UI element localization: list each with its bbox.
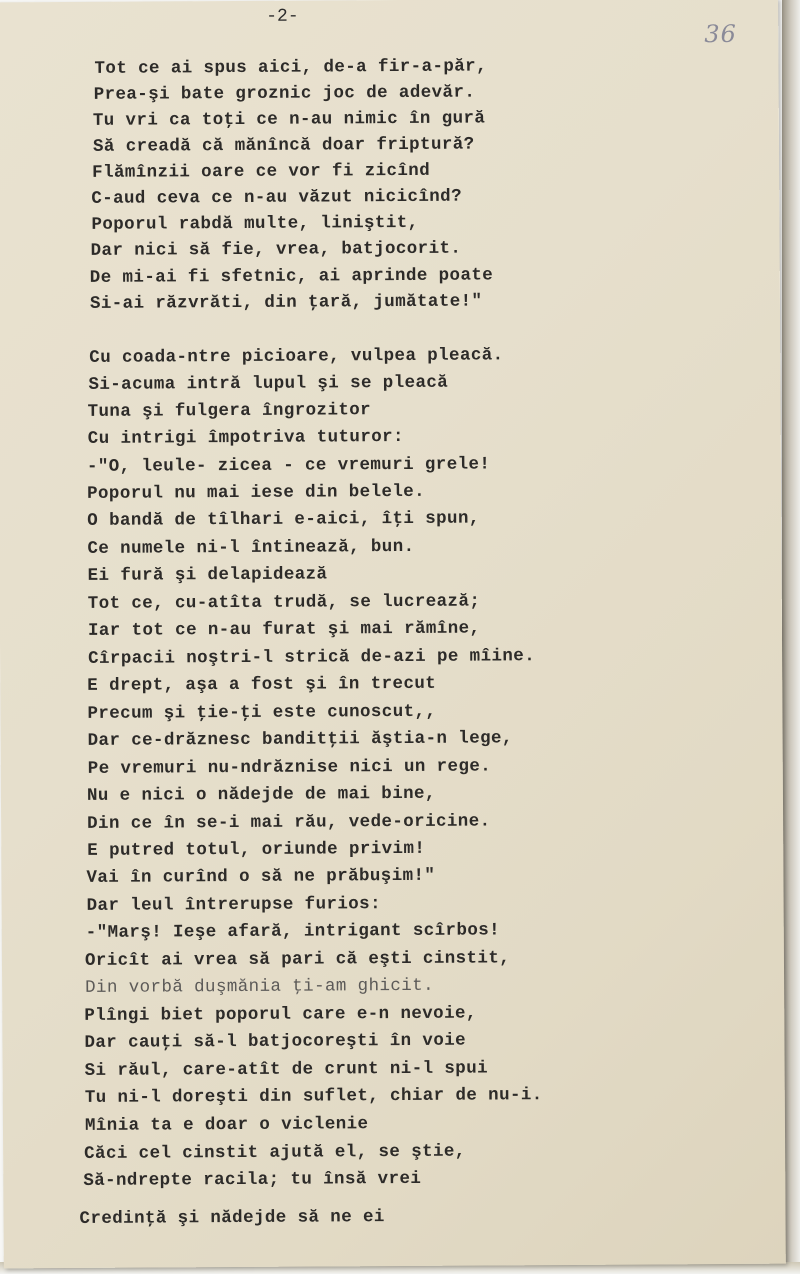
poem-line: Flămînzii oare ce vor fi zicînd [92, 160, 431, 183]
poem-line: Dar leul întrerupse furios: [86, 894, 382, 916]
poem-line: Poporul nu mai iese din belele. [87, 481, 426, 504]
poem-line: E putred totul, oriunde privim! [87, 838, 426, 861]
poem-line: Iar tot ce n-au furat şi mai rămîne, [87, 618, 481, 641]
poem-line: Tu ni-l doreşti din suflet, chiar de nu-i. [84, 1085, 543, 1108]
poem-line: Din ce în se-i mai rău, vede-oricine. [87, 811, 491, 834]
folio-number: 36 [704, 19, 737, 49]
poem-line: Ei fură şi delapidează [87, 564, 328, 586]
poem-line: Tu vri ca toţi ce n-au nimic în gură [92, 108, 486, 131]
poem-line: Si-ai răzvrăti, din ţară, jumătate!" [89, 291, 483, 314]
poem-line: -"Marş! Ieşe afară, intrigant scîrbos! [85, 920, 501, 943]
poem-line: Ce numele ni-l întinează, bun. [87, 536, 415, 559]
page-number: -2- [266, 6, 299, 27]
poem-line: Să-ndrepte racila; tu însă vrei [83, 1168, 422, 1191]
poem-line: Si-acuma intră lupul şi se pleacă [88, 372, 449, 395]
poem-line: Cu intrigi împotriva tuturor: [87, 426, 404, 449]
poem-line: Precum şi ţie-ţi este cunoscut,, [87, 701, 437, 724]
poem-line: Dar ce-drăznesc banditţii ăştia-n lege, [87, 728, 513, 751]
poem-line: Oricît ai vrea să pari că eşti cinstit, [84, 948, 511, 971]
poem-line: Tuna şi fulgera îngrozitor [87, 400, 372, 422]
poem-line: Vai în curînd o să ne prăbuşim!" [86, 865, 436, 888]
poem-line: Tot ce, cu-atîta trudă, se lucrează; [87, 591, 481, 614]
poem-line: Dar nici să fie, vrea, batjocorit. [90, 238, 462, 261]
poem-line: Cu coada-ntre picioare, vulpea pleacă. [89, 345, 504, 368]
poem-line: Pe vremuri nu-ndrăznise nici un rege. [87, 756, 492, 779]
poem-line: Nu e nici o nădejde de mai bine, [86, 783, 436, 806]
poem-line: De mi-ai fi sfetnic, ai aprinde poate [89, 265, 494, 288]
poem-line: Si răul, care-atît de crunt ni-l spui [84, 1058, 489, 1081]
poem-line: Căci cel cinstit ajută el, se ştie, [84, 1141, 466, 1164]
poem-line: Dar cauţi să-l batjocoreşti în voie [84, 1030, 467, 1053]
poem-line: Credinţă şi nădejde să ne ei [79, 1207, 385, 1229]
poem-line: Mînia ta e doar o viclenie [84, 1114, 369, 1136]
poem-line: Tot ce ai spus aici, de-a fir-a-păr, [94, 56, 488, 79]
poem-line: Cîrpacii noştri-l strică de-azi pe mîine. [88, 646, 536, 669]
poem-line: E drept, aşa a fost şi în trecut [87, 673, 437, 696]
poem-line: Plîngi biet poporul care e-n nevoie, [84, 1003, 477, 1026]
poem-line: O bandă de tîlhari e-aici, îţi spun, [87, 508, 480, 531]
poem-line: Poporul rabdă multe, liniştit, [91, 212, 419, 235]
poem-line: Din vorbă duşmănia ţi-am ghicit. [85, 975, 435, 998]
poem-line: Prea-şi bate groznic joc de adevăr. [93, 82, 476, 105]
poem-line: Să creadă că mănîncă doar friptură? [92, 134, 475, 157]
poem-line: C-aud ceva ce n-au văzut nicicînd? [91, 186, 463, 209]
poem-line: -"O, leule- zicea - ce vremuri grele! [86, 454, 491, 477]
